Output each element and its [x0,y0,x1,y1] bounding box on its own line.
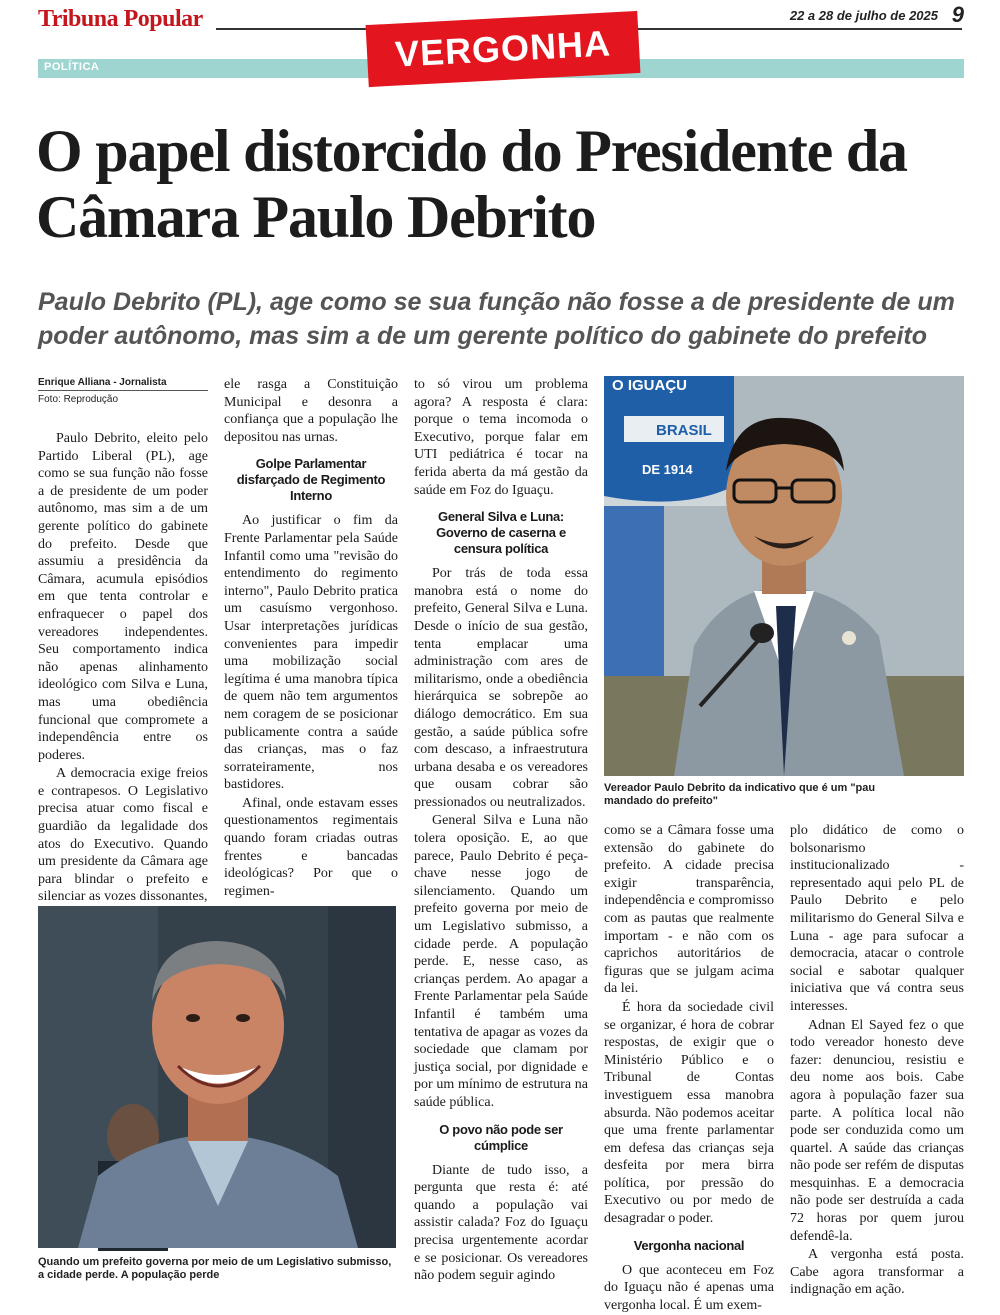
section-label: POLÍTICA [44,61,100,73]
paragraph: plo didático de como o bolsonarismo institucionalizado - representado aqui pelo PL de Paulo Debrito e pelo militarismo do General Silva e Luna - age para sufocar a democracia, atacar o controle social e sabotar qualquer iniciativa que vá contra seus interesses. [790,823,964,1014]
subhead-golpe: Golpe Parlamentar disfarçado de Regimento Interno [236,456,386,504]
subhead-povo: O povo não pode ser cúmplice [439,1121,563,1153]
paragraph: O que aconteceu em Foz do Iguaçu não é apenas uma vergonha local. É um exem- [604,1262,774,1313]
paragraph: como se a Câmara fosse uma extensão do gabinete do prefeito. A cidade precisa exigir transparência, independência e compromisso com as pautas que realmente importam - e não com os caprichos autoritários de figuras que se julgam acima da lei. [604,823,774,997]
issue-date: 22 a 28 de julho de 2025 [789,8,938,23]
paragraph: A vergonha está posta. Cabe agora transformar a indignação em ação. [790,1247,964,1298]
sign-top-text: O IGUAÇU [612,377,687,394]
sign-mid-text: BRASIL [656,422,712,439]
paragraph: Afinal, onde estavam esses questionamentos regimentais quando foram criadas outras frentes e bancadas ideológicas? Por que o regimen- [224,795,398,899]
byline: Enrique Alliana - Jornalista [38,377,208,391]
masthead-logo: Tribuna Popular [38,6,203,32]
paragraph: A democracia exige freios e contrapesos. O Legislativo precisa atuar como fiscal e guardião da legalidade dos atos do Executivo. Quando um presidente da Câmara age para blindar o prefeito e silenciar as vozes dissonantes, [38,766,208,905]
article-column-3 [414,376,588,1286]
paragraph: ele rasga a Constituição Municipal e desonra a confiança que a população lhe depositou nas urnas. [224,377,398,445]
photo-paulo-debrito [604,376,964,776]
article-column-4 [604,822,774,1315]
subhead-vergonha-nacional: Vergonha nacional [633,1237,745,1253]
paragraph: Por trás de toda essa manobra está o nome do prefeito, General Silva e Luna. Desde o início de sua gestão, tenta emplacar uma administração com ares de militarismo, onde a obediência hierárquica se sobrepõe ao diálogo democrático. Em sua gestão, a saúde pública sofre com descaso, a infraestrutura urbana desaba e os vereadores que ousam cobrar são pressionados ou neutralizados. [414,566,588,810]
deck-subtitle: Paulo Debrito (PL), age como se sua função não fosse a de presidente de um poder autônomo, mas sim a de um gerente político do gabinete do prefeito [38,288,955,350]
paragraph: Adnan El Sayed fez o que todo vereador honesto deve fazer: denunciou, resistiu e deu nome aos bois. Cabe agora à população fazer sua parte. A política local não pode ser conduzida como um quartel. A saúde das crianças não pode ser refém de disputas mesquinhas. E a democracia não pode ser destruída a cada 72 horas por quem jurou defendê-la. [790,1017,964,1244]
photo-illustration-mayor [38,906,396,1248]
photo-silva-e-luna [38,906,396,1248]
headline: O papel distorcido do Presidente da Câmara Paulo Debrito [36,118,907,250]
paragraph: Ao justificar o fim da Frente Parlamentar pela Saúde Infantil como uma "revisão do entendimento do regimento interno", Paulo Debrito pratica um casuísmo vergonhoso. Usar interpretações jurídicas convenientes para impedir uma mobilização social legítima é uma manobra típica de quem não tem argumentos nem coragem de se posicionar publicamente contra a saúde das crianças, mas o faz sorrateiramente, nos bastidores. [224,513,398,793]
photo-caption-silva-e-luna: Quando um prefeito governa por meio de um Legislativo submisso, a cidade perde. A população perde [38,1256,392,1281]
subhead-general: General Silva e Luna: Governo de caserna e censura política [436,509,566,557]
photo-caption-debrito: Vereador Paulo Debrito da indicativo que é um "pau mandado do prefeito" [604,782,876,807]
photo-credit: Foto: Reprodução [38,394,119,405]
stamp-text: VERGONHA [394,22,612,75]
page-number: 9 [951,2,964,27]
paragraph: to só virou um problema agora? A resposta é clara: porque o tema incomoda o Executivo, porque falar em UTI pediátrica é tocar na ferida aberta da má gestão da saúde em Foz do Iguaçu. [414,377,588,498]
paragraph: Paulo Debrito, eleito pelo Partido Liberal (PL), age como se sua função não fosse a de presidente de um poder autônomo, mas sim a de um gerente político do gabinete do prefeito. Desde que assumiu a presidência da Câmara, acumula episódios em que tenta controlar e enfraquecer o papel dos vereadores independentes. Seu comportamento indica não apenas alinhamento ideológico com Silva e Luna, mas uma obediência funcional que compromete a independência entre os poderes. [38,431,208,763]
paragraph: Diante de tudo isso, a pergunta que resta é: até quando a população vai assistir calada? Foz do Iguaçu precisa urgentemente acordar e se posicionar. Os vereadores não podem seguir agindo [414,1162,588,1284]
article-column-1 [38,430,208,907]
article-column-2 [224,376,398,901]
sign-bottom-text: DE 1914 [642,462,693,477]
paragraph: É hora da sociedade civil se organizar, é hora de cobrar respostas, de exigir que o Ministério Público e o Tribunal de Contas investiguem essa manobra absurda. Não podemos aceitar que uma frente parlamentar em defesa das crianças seja desfeita por mera birra política, por pressão do Executivo ou por medo de desagradar o poder. [604,999,774,1227]
article-column-5 [790,822,964,1300]
paragraph: General Silva e Luna não tolera oposição. E, ao que parece, Paulo Debrito é peça-chave nesse jogo de silenciamento. Quando um prefeito governa por meio de um Legislativo submisso, a cidade perde. A população perde. E, nesse caso, as crianças perdem. Ao apagar a Frente Parlamentar pela Saúde Infantil é também uma tentativa de apagar as vozes da sociedade que clamam por justiça social, por dignidade e por um mínimo de estrutura na saúde pública. [414,813,588,1110]
photo-illustration-council [604,376,964,776]
